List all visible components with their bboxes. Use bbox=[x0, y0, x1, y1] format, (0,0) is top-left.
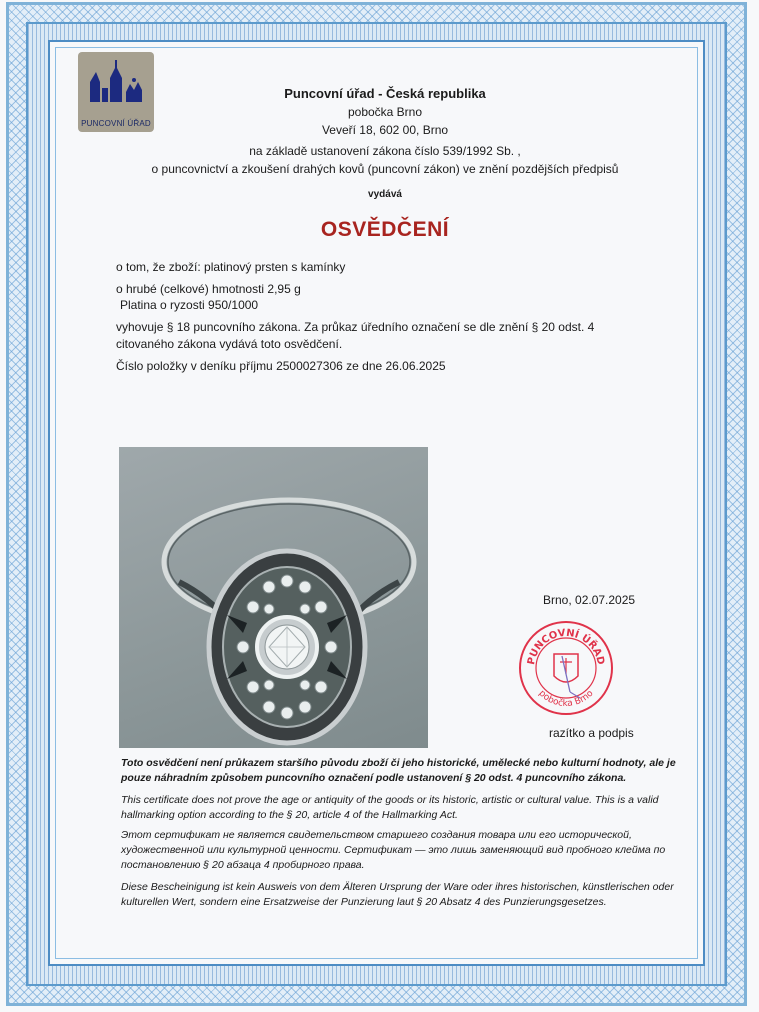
stamp-text-top: PUNCOVNÍ ÚŘAD bbox=[526, 627, 606, 666]
platinum-ring-image bbox=[119, 447, 428, 748]
stamp-text-bottom: pobočka Brno bbox=[536, 688, 596, 710]
record-number: Číslo položky v deníku příjmu 2500027306 ze dne 26.06.2025 bbox=[116, 359, 446, 373]
disclaimer-russian: Этот сертификат не является свидетельством старшего создания товара или его исторической, художественной или культурной ценности. Сертификат — это лишь заменяющий вид пробного клейма по постановлению § 20 абзаца 4 пробирного права. bbox=[121, 829, 666, 871]
goods-description: o tom, že zboží: platinový prsten s kamínky bbox=[116, 260, 346, 274]
legal-basis-line-2: o puncovnictví a zkoušení drahých kovů (puncovní zákon) ve znění pozdějších předpisů bbox=[151, 162, 619, 176]
svg-text:pobočka Brno bbox=[537, 688, 596, 709]
office-address: Veveří 18, 602 00, Brno bbox=[321, 123, 449, 137]
disclaimer-german: Diese Bescheinigung ist kein Ausweis von dem Älteren Ursprung der Ware oder ihres historischen, künstlerischen oder kulturellen Wert, sondern eine Ersatzweise der Punzierung laut § 20 Absatz 4 des Punzierungsgesetzes. bbox=[121, 881, 674, 908]
logo-caption: PUNCOVNÍ ÚŘAD bbox=[81, 119, 151, 128]
metal-fineness: Platina o ryzosti 950/1000 bbox=[120, 298, 259, 312]
issue-place-date: Brno, 02.07.2025 bbox=[543, 593, 636, 607]
certificate-title: OSVĚDČENÍ bbox=[320, 218, 450, 241]
office-branch: pobočka Brno bbox=[347, 105, 423, 119]
castle-crown-emblem-icon bbox=[86, 58, 146, 110]
disclaimer-czech: Toto osvědčení není průkazem staršího původu zboží či jeho historické, umělecké nebo kulturní hodnoty, ale je pouze náhradním způsobem puncovního označení podle ustanovení § 20 odst. 4 puncovního zákona. bbox=[121, 757, 676, 784]
office-name: Puncovní úřad - Česká republika bbox=[284, 86, 486, 101]
official-stamp-icon bbox=[516, 618, 616, 718]
compliance-statement-line-2: citovaného zákona vydává toto osvědčení. bbox=[116, 337, 343, 351]
compliance-statement-line-1: vyhovuje § 18 puncovního zákona. Za průkaz úředního označení se dle znění § 20 odst. 4 bbox=[116, 320, 595, 334]
stamp-signature-label: razítko a podpis bbox=[549, 726, 634, 740]
disclaimer-english: This certificate does not prove the age or antiquity of the goods or its historic, artistic or cultural value. This is a valid hallmarking option according to the § 20, article 4 of the Hallmarking Act. bbox=[121, 794, 659, 821]
ring-photo bbox=[119, 447, 428, 748]
issues-label: vydává bbox=[368, 189, 402, 200]
legal-basis-line-1: na základě ustanovení zákona číslo 539/1992 Sb. , bbox=[249, 144, 521, 158]
gross-weight: o hrubé (celkové) hmotnosti 2,95 g bbox=[116, 282, 301, 296]
